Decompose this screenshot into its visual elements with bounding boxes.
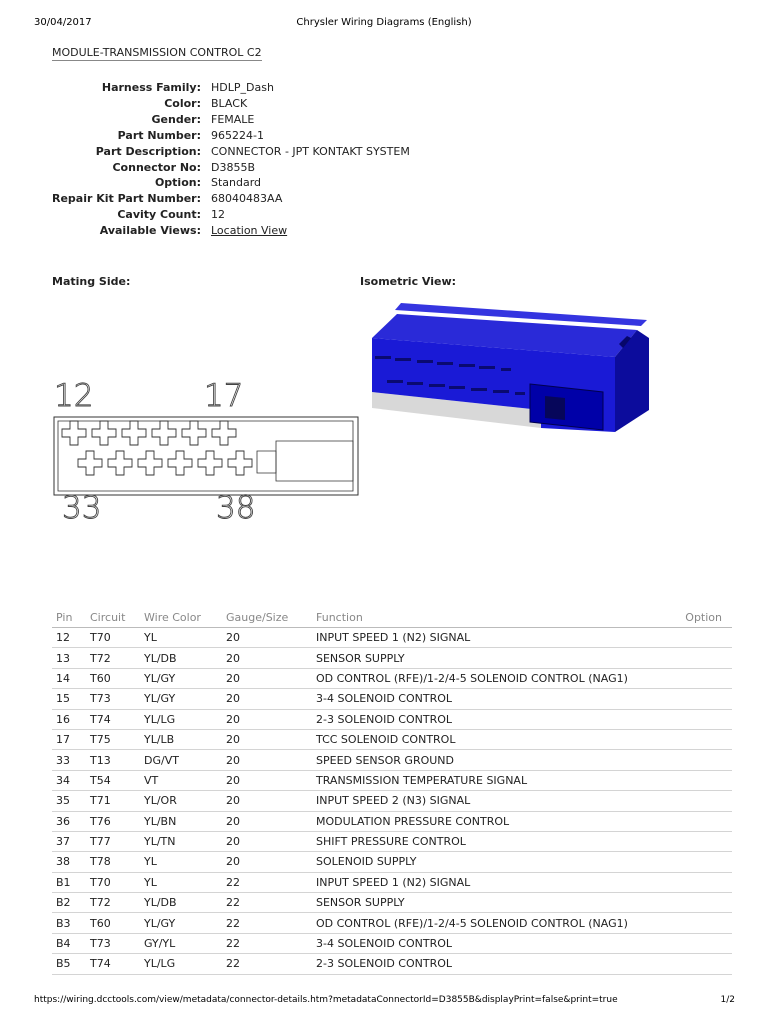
cell-option <box>658 811 732 831</box>
table-row <box>52 750 732 770</box>
table-row <box>52 709 732 729</box>
table-row <box>52 954 732 974</box>
cell-wire-color: YL <box>140 852 222 872</box>
property-value: 12 <box>211 208 225 222</box>
cell-option <box>658 668 732 688</box>
pin-label-33: 33 <box>62 490 102 525</box>
cell-gauge: 22 <box>222 913 312 933</box>
cell-gauge: 20 <box>222 668 312 688</box>
cell-gauge: 22 <box>222 954 312 974</box>
property-label: Option: <box>154 176 201 190</box>
cell-circuit: T78 <box>86 852 140 872</box>
cell-gauge: 20 <box>222 831 312 851</box>
property-row <box>0 207 768 223</box>
pin-cavity <box>182 421 206 445</box>
property-row <box>0 112 768 128</box>
col-pin: Pin <box>52 607 86 628</box>
col-option: Option <box>658 607 732 628</box>
cell-wire-color: YL <box>140 628 222 648</box>
property-label: Harness Family: <box>101 81 201 94</box>
cell-pin: B4 <box>52 933 86 953</box>
cell-option <box>658 750 732 770</box>
pin-table <box>52 607 732 975</box>
cell-function: TRANSMISSION TEMPERATURE SIGNAL <box>312 770 658 790</box>
cell-function: OD CONTROL (RFE)/1-2/4-5 SOLENOID CONTROL (NAG1) <box>312 668 658 688</box>
cell-gauge: 22 <box>222 933 312 953</box>
table-row <box>52 791 732 811</box>
page-number: 1/2 <box>720 995 735 1005</box>
table-row <box>52 893 732 913</box>
property-label: Cavity Count: <box>117 208 201 222</box>
property-value: HDLP_Dash <box>211 81 274 94</box>
pin-cavity <box>108 451 132 475</box>
table-row <box>52 811 732 831</box>
isometric-connector-image <box>365 300 655 440</box>
cell-wire-color: YL/LG <box>140 954 222 974</box>
cell-option <box>658 893 732 913</box>
property-row <box>0 80 768 96</box>
table-row <box>52 648 732 668</box>
cell-function: SOLENOID SUPPLY <box>312 852 658 872</box>
cell-wire-color: GY/YL <box>140 933 222 953</box>
table-row <box>52 668 732 688</box>
mating-side-diagram <box>48 370 364 525</box>
cell-circuit: T70 <box>86 872 140 892</box>
cell-option <box>658 709 732 729</box>
page-url: https://wiring.dcctools.com/view/metadata/connector-details.htm?metadataConnectorId=D3855B&displayPrint=false&print=true <box>34 995 618 1005</box>
cell-pin: 12 <box>52 628 86 648</box>
cell-option <box>658 852 732 872</box>
cell-pin: B3 <box>52 913 86 933</box>
cell-wire-color: YL/OR <box>140 791 222 811</box>
property-row <box>0 223 768 239</box>
table-row <box>52 913 732 933</box>
cell-wire-color: YL/LG <box>140 709 222 729</box>
cell-pin: 33 <box>52 750 86 770</box>
pin-cavity <box>168 451 192 475</box>
cell-wire-color: YL <box>140 872 222 892</box>
cell-circuit: T72 <box>86 893 140 913</box>
table-row <box>52 831 732 851</box>
pin-cavity <box>138 451 162 475</box>
cell-wire-color: YL/LB <box>140 729 222 749</box>
connector-latch-inner <box>257 451 276 473</box>
cell-circuit: T70 <box>86 628 140 648</box>
isometric-view-label: Isometric View: <box>360 275 457 288</box>
cell-circuit: T74 <box>86 954 140 974</box>
cell-circuit: T13 <box>86 750 140 770</box>
cell-wire-color: YL/GY <box>140 913 222 933</box>
cell-gauge: 22 <box>222 893 312 913</box>
property-label: Color: <box>164 96 201 110</box>
property-row <box>0 191 768 207</box>
property-row <box>0 96 768 112</box>
cell-gauge: 22 <box>222 872 312 892</box>
property-label: Part Description: <box>95 144 201 158</box>
pin-cavity <box>122 421 146 445</box>
print-title: Chrysler Wiring Diagrams (English) <box>296 17 472 28</box>
cell-gauge: 20 <box>222 811 312 831</box>
col-function: Function <box>312 607 658 628</box>
cell-pin: B2 <box>52 893 86 913</box>
connector-latch-opening <box>530 384 603 430</box>
cell-function: SENSOR SUPPLY <box>312 648 658 668</box>
table-row <box>52 770 732 790</box>
property-value: FEMALE <box>211 112 255 126</box>
connector-latch-inner-view <box>545 396 565 420</box>
cell-wire-color: VT <box>140 770 222 790</box>
pin-cavity <box>228 451 252 475</box>
cell-gauge: 20 <box>222 750 312 770</box>
cell-function: MODULATION PRESSURE CONTROL <box>312 811 658 831</box>
cell-function: 2-3 SOLENOID CONTROL <box>312 709 658 729</box>
col-wire-color: Wire Color <box>140 607 222 628</box>
cell-option <box>658 791 732 811</box>
pin-label-38: 38 <box>216 490 256 525</box>
property-value: CONNECTOR - JPT KONTAKT SYSTEM <box>211 144 410 158</box>
cell-function: OD CONTROL (RFE)/1-2/4-5 SOLENOID CONTROL (NAG1) <box>312 913 658 933</box>
cell-option <box>658 770 732 790</box>
table-header-row <box>52 607 732 628</box>
cell-gauge: 20 <box>222 791 312 811</box>
pin-label-17: 17 <box>204 378 244 414</box>
connector-latch-outline <box>276 441 353 481</box>
page-title: MODULE-TRANSMISSION CONTROL C2 <box>52 46 262 59</box>
cell-gauge: 20 <box>222 709 312 729</box>
cell-wire-color: YL/GY <box>140 668 222 688</box>
cell-pin: 37 <box>52 831 86 851</box>
cell-circuit: T73 <box>86 689 140 709</box>
cell-option <box>658 831 732 851</box>
property-label: Part Number: <box>117 128 201 142</box>
property-label: Connector No: <box>112 160 201 174</box>
property-row <box>0 175 768 191</box>
table-row <box>52 628 732 648</box>
cell-function: 2-3 SOLENOID CONTROL <box>312 954 658 974</box>
cell-pin: 15 <box>52 689 86 709</box>
cell-gauge: 20 <box>222 628 312 648</box>
cell-option <box>658 648 732 668</box>
pin-cavity <box>62 421 86 445</box>
cell-gauge: 20 <box>222 852 312 872</box>
property-row <box>0 144 768 160</box>
table-row <box>52 933 732 953</box>
cell-option <box>658 729 732 749</box>
cell-circuit: T75 <box>86 729 140 749</box>
cell-circuit: T60 <box>86 668 140 688</box>
cell-pin: B1 <box>52 872 86 892</box>
cell-wire-color: YL/BN <box>140 811 222 831</box>
cell-option <box>658 913 732 933</box>
property-row <box>0 160 768 176</box>
cell-pin: 35 <box>52 791 86 811</box>
cell-pin: 14 <box>52 668 86 688</box>
cell-circuit: T76 <box>86 811 140 831</box>
pin-cavity <box>78 451 102 475</box>
property-value: BLACK <box>211 96 248 110</box>
cell-gauge: 20 <box>222 729 312 749</box>
property-value: Standard <box>211 176 262 190</box>
pin-cavity <box>92 421 116 445</box>
property-value: 68040483AA <box>211 192 283 206</box>
property-value: 965224-1 <box>211 128 264 142</box>
cell-gauge: 20 <box>222 648 312 668</box>
cell-pin: 36 <box>52 811 86 831</box>
cell-pin: 17 <box>52 729 86 749</box>
cell-pin: 34 <box>52 770 86 790</box>
property-label: Repair Kit Part Number: <box>52 192 201 206</box>
cell-option <box>658 628 732 648</box>
cell-pin: 13 <box>52 648 86 668</box>
cell-function: TCC SOLENOID CONTROL <box>312 729 658 749</box>
col-gauge: Gauge/Size <box>222 607 312 628</box>
cell-function: INPUT SPEED 1 (N2) SIGNAL <box>312 628 658 648</box>
pin-cavity <box>198 451 222 475</box>
mating-side-label: Mating Side: <box>52 275 131 288</box>
cell-function: 3-4 SOLENOID CONTROL <box>312 933 658 953</box>
print-date: 30/04/2017 <box>34 17 92 28</box>
cell-function: SENSOR SUPPLY <box>312 893 658 913</box>
pin-cavity <box>212 421 236 445</box>
property-label: Gender: <box>151 112 201 126</box>
cell-option <box>658 954 732 974</box>
cell-option <box>658 872 732 892</box>
cell-option <box>658 933 732 953</box>
cell-function: SPEED SENSOR GROUND <box>312 750 658 770</box>
cell-wire-color: YL/GY <box>140 689 222 709</box>
location-view-link[interactable]: Location View <box>211 224 288 238</box>
cell-circuit: T74 <box>86 709 140 729</box>
cell-function: SHIFT PRESSURE CONTROL <box>312 831 658 851</box>
cell-wire-color: DG/VT <box>140 750 222 770</box>
cell-circuit: T77 <box>86 831 140 851</box>
pin-cavities <box>62 421 252 475</box>
cell-pin: 38 <box>52 852 86 872</box>
cell-circuit: T60 <box>86 913 140 933</box>
cell-circuit: T71 <box>86 791 140 811</box>
cell-pin: 16 <box>52 709 86 729</box>
property-value: D3855B <box>211 160 256 174</box>
table-row <box>52 689 732 709</box>
col-circuit: Circuit <box>86 607 140 628</box>
property-label: Available Views: <box>99 224 201 238</box>
cell-gauge: 20 <box>222 770 312 790</box>
cell-circuit: T54 <box>86 770 140 790</box>
pin-label-12: 12 <box>54 378 94 414</box>
connector-inner-outline <box>58 421 353 491</box>
cell-wire-color: YL/TN <box>140 831 222 851</box>
cell-function: INPUT SPEED 2 (N3) SIGNAL <box>312 791 658 811</box>
cell-wire-color: YL/DB <box>140 648 222 668</box>
cell-gauge: 20 <box>222 689 312 709</box>
property-row <box>0 128 768 144</box>
pin-cavity <box>152 421 176 445</box>
cell-option <box>658 689 732 709</box>
cell-circuit: T72 <box>86 648 140 668</box>
cell-pin: B5 <box>52 954 86 974</box>
table-row <box>52 729 732 749</box>
table-row <box>52 872 732 892</box>
cell-function: INPUT SPEED 1 (N2) SIGNAL <box>312 872 658 892</box>
table-row <box>52 852 732 872</box>
cell-wire-color: YL/DB <box>140 893 222 913</box>
cell-circuit: T73 <box>86 933 140 953</box>
cell-function: 3-4 SOLENOID CONTROL <box>312 689 658 709</box>
